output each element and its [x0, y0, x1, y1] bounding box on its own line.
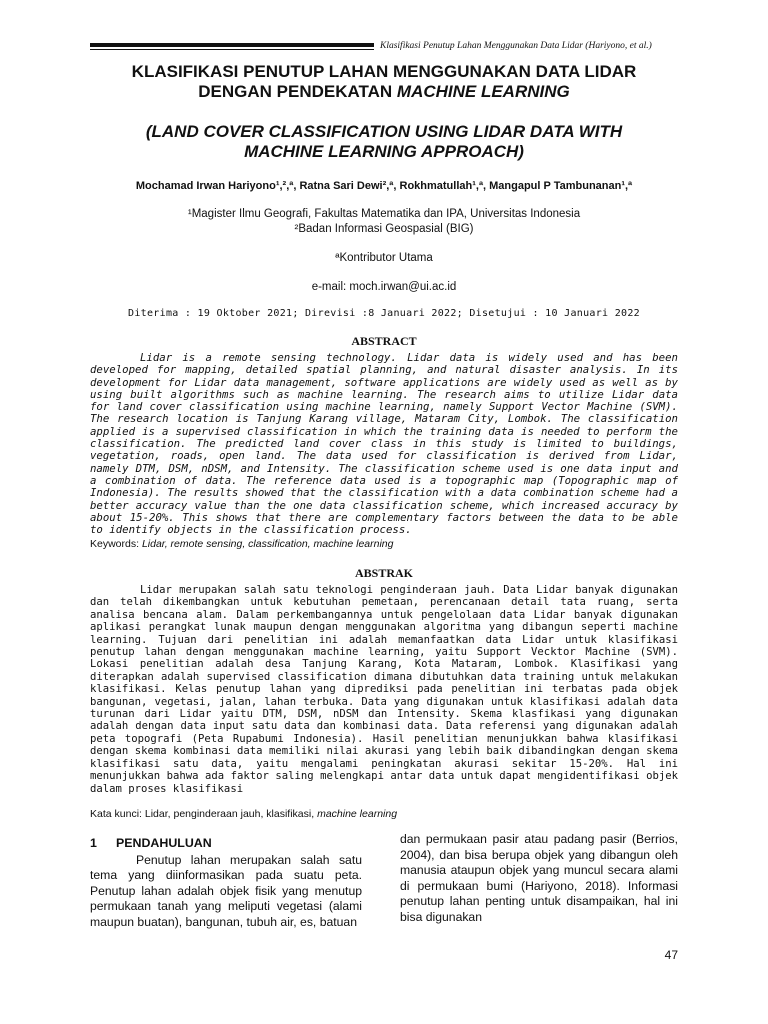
title-id-line1: KLASIFIKASI PENUTUP LAHAN MENGGUNAKAN DATA LIDAR — [131, 62, 637, 81]
header-rule-thin — [90, 49, 374, 50]
title-en-line1: (LAND COVER CLASSIFICATION USING LIDAR DATA WITH — [145, 122, 623, 141]
title-en — [60, 122, 708, 162]
kata-kunci-value-italic: machine learning — [317, 808, 398, 820]
abstrak-heading: ABSTRAK — [354, 566, 413, 580]
keywords — [90, 538, 678, 550]
kata-kunci-value: Lidar, penginderaan jauh, klasifikasi, — [144, 808, 318, 820]
abstract-text: Lidar is a remote sensing technology. Lidar data is widely used and has been developed for mapping, detailed spatial planning, and natural disaster analysis. In its development for Lidar data management, software applications are widely used as well as by using built algorithms such as machine learning. The research aims to utilize Lidar data for land cover classification using machine learning, namely Support Vector Machine (SVM). The research location is Tanjung Karang village, Mataram City, Lombok. The classification applied is a supervised classification in which the training data is needed to perform the classification. The predicted land cover class in this study is limited to buildings, vegetation, roads, open land. The data used for classification is derived from Lidar, namely DTM, DSM, nDSM, and Intensity. The classification scheme used is one data input and a combination of data. The reference data used is a topographic map (Topographic map of Indonesia). The results showed that the classification with a data combination scheme had a better accuracy value than the one data classification scheme, which increased accuracy by about 15-20%. This shows that there are complementary factors between the data to be able to identify objects in the classification process. — [90, 351, 678, 537]
title-id-line2-italic: MACHINE LEARNING — [396, 82, 570, 101]
intro-left-column — [90, 836, 362, 930]
authors: Mochamad Irwan Hariyono¹,²,ª, Ratna Sari Dewi²,ª, Rokhmatullah¹,ª, Mangapul P Tambunanan¹,ª — [135, 180, 633, 192]
keywords-value: Lidar, remote sensing, classification, machine learning — [141, 538, 394, 550]
intro-right-column — [400, 832, 678, 925]
intro-right-text: dan permukaan pasir atau padang pasir (Berrios, 2004), dan bisa berupa objek yang dibangun oleh manusia ataupun objek yang muncul secara alami di permukaan bumi (Hariyono, 2018). Informasi penutup lahan penting untuk disampaikan, hal ini bisa digunakan — [400, 832, 678, 924]
keywords-label: Keywords: — [90, 538, 142, 550]
dates: Diterima : 19 Oktober 2021; Direvisi :8 Januari 2022; Disetujui : 10 Januari 2022 — [128, 308, 640, 319]
page-number: 47 — [664, 948, 678, 962]
section-title: PENDAHULUAN — [116, 836, 212, 850]
title-id-line2 — [60, 82, 708, 102]
kata-kunci — [90, 808, 678, 820]
header-rule-thick — [90, 43, 374, 47]
contributor-note: ªKontributor Utama — [335, 252, 433, 264]
abstract-heading: ABSTRACT — [351, 334, 417, 348]
running-header: Klasifikasi Penutup Lahan Menggunakan Data Lidar (Hariyono, et al.) — [380, 41, 652, 51]
title-id-line2-plain: DENGAN PENDEKATAN — [198, 82, 397, 101]
email: e-mail: moch.irwan@ui.ac.id — [311, 281, 457, 293]
affiliation-1: ¹Magister Ilmu Geografi, Fakultas Matematika dan IPA, Universitas Indonesia — [187, 208, 581, 220]
affiliation-2: ²Badan Informasi Geospasial (BIG) — [294, 223, 474, 235]
abstrak-body — [90, 584, 678, 795]
abstract-body — [90, 352, 678, 536]
title-en-line2: MACHINE LEARNING APPROACH) — [244, 142, 524, 161]
section-heading — [90, 836, 362, 852]
intro-left-text: Penutup lahan merupakan salah satu tema yang diinformasikan pada suatu peta. Penutup lahan adalah objek fisik yang menutup permukaan tanah yang meliputi vegetasi (alami maupun buatan), bangunan, tubuh air, es, batuan — [90, 852, 362, 929]
kata-kunci-label: Kata kunci: — [90, 808, 145, 820]
abstrak-text: Lidar merupakan salah satu teknologi penginderaan jauh. Data Lidar banyak digunakan dan telah dikembangkan untuk kebutuhan pemetaan, perencanaan detail tata ruang, serta analisa bencana alam. Dalam perkembangannya untuk pengelolaan data Lidar banyak digunakan aplikasi perangkat lunak maupun dengan menggunakan algoritma yang dibangun seperti machine learning. Tujuan dari penelitian ini adalah memanfaatkan data Lidar untuk klasifikasi penutup lahan dengan menggunakan machine learning, yaitu Support Vecktor Machine (SVM). Lokasi penelitian adalah desa Tanjung Karang, Kota Mataram, Lombok. Klasifikasi yang diterapkan adalah supervised classification dimana dibutuhkan data training untuk melakukan klasifikasi. Kelas penutup lahan yang diprediksi pada penelitian ini terbatas pada objek bangunan, vegetasi, jalan, lahan terbuka. Data yang digunakan untuk klasifikasi adalah data turunan dari Lidar yaitu DTM, DSM, nDSM dan Intensity. Skema klasfikasi yang digunakan adalah dengan data input satu data dan kombinasi data. Data referensi yang digunakan adalah peta topografi (Peta Rupabumi Indonesia). Hasil penelitian menunjukkan bahwa klasifikasi dengan skema kombinasi data memiliki nilai akurasi yang lebih baik dibandingkan dengan skema klasifikasi satu data, yaitu mengalami peningkatan akurasi sekitar 15-20%. Hal ini menunjukkan bahwa ada faktor saling melengkapi antar data untuk dapat mengidentifikasi objek dalam proses klasifikasi — [90, 584, 678, 795]
section-number: 1 — [90, 836, 97, 850]
